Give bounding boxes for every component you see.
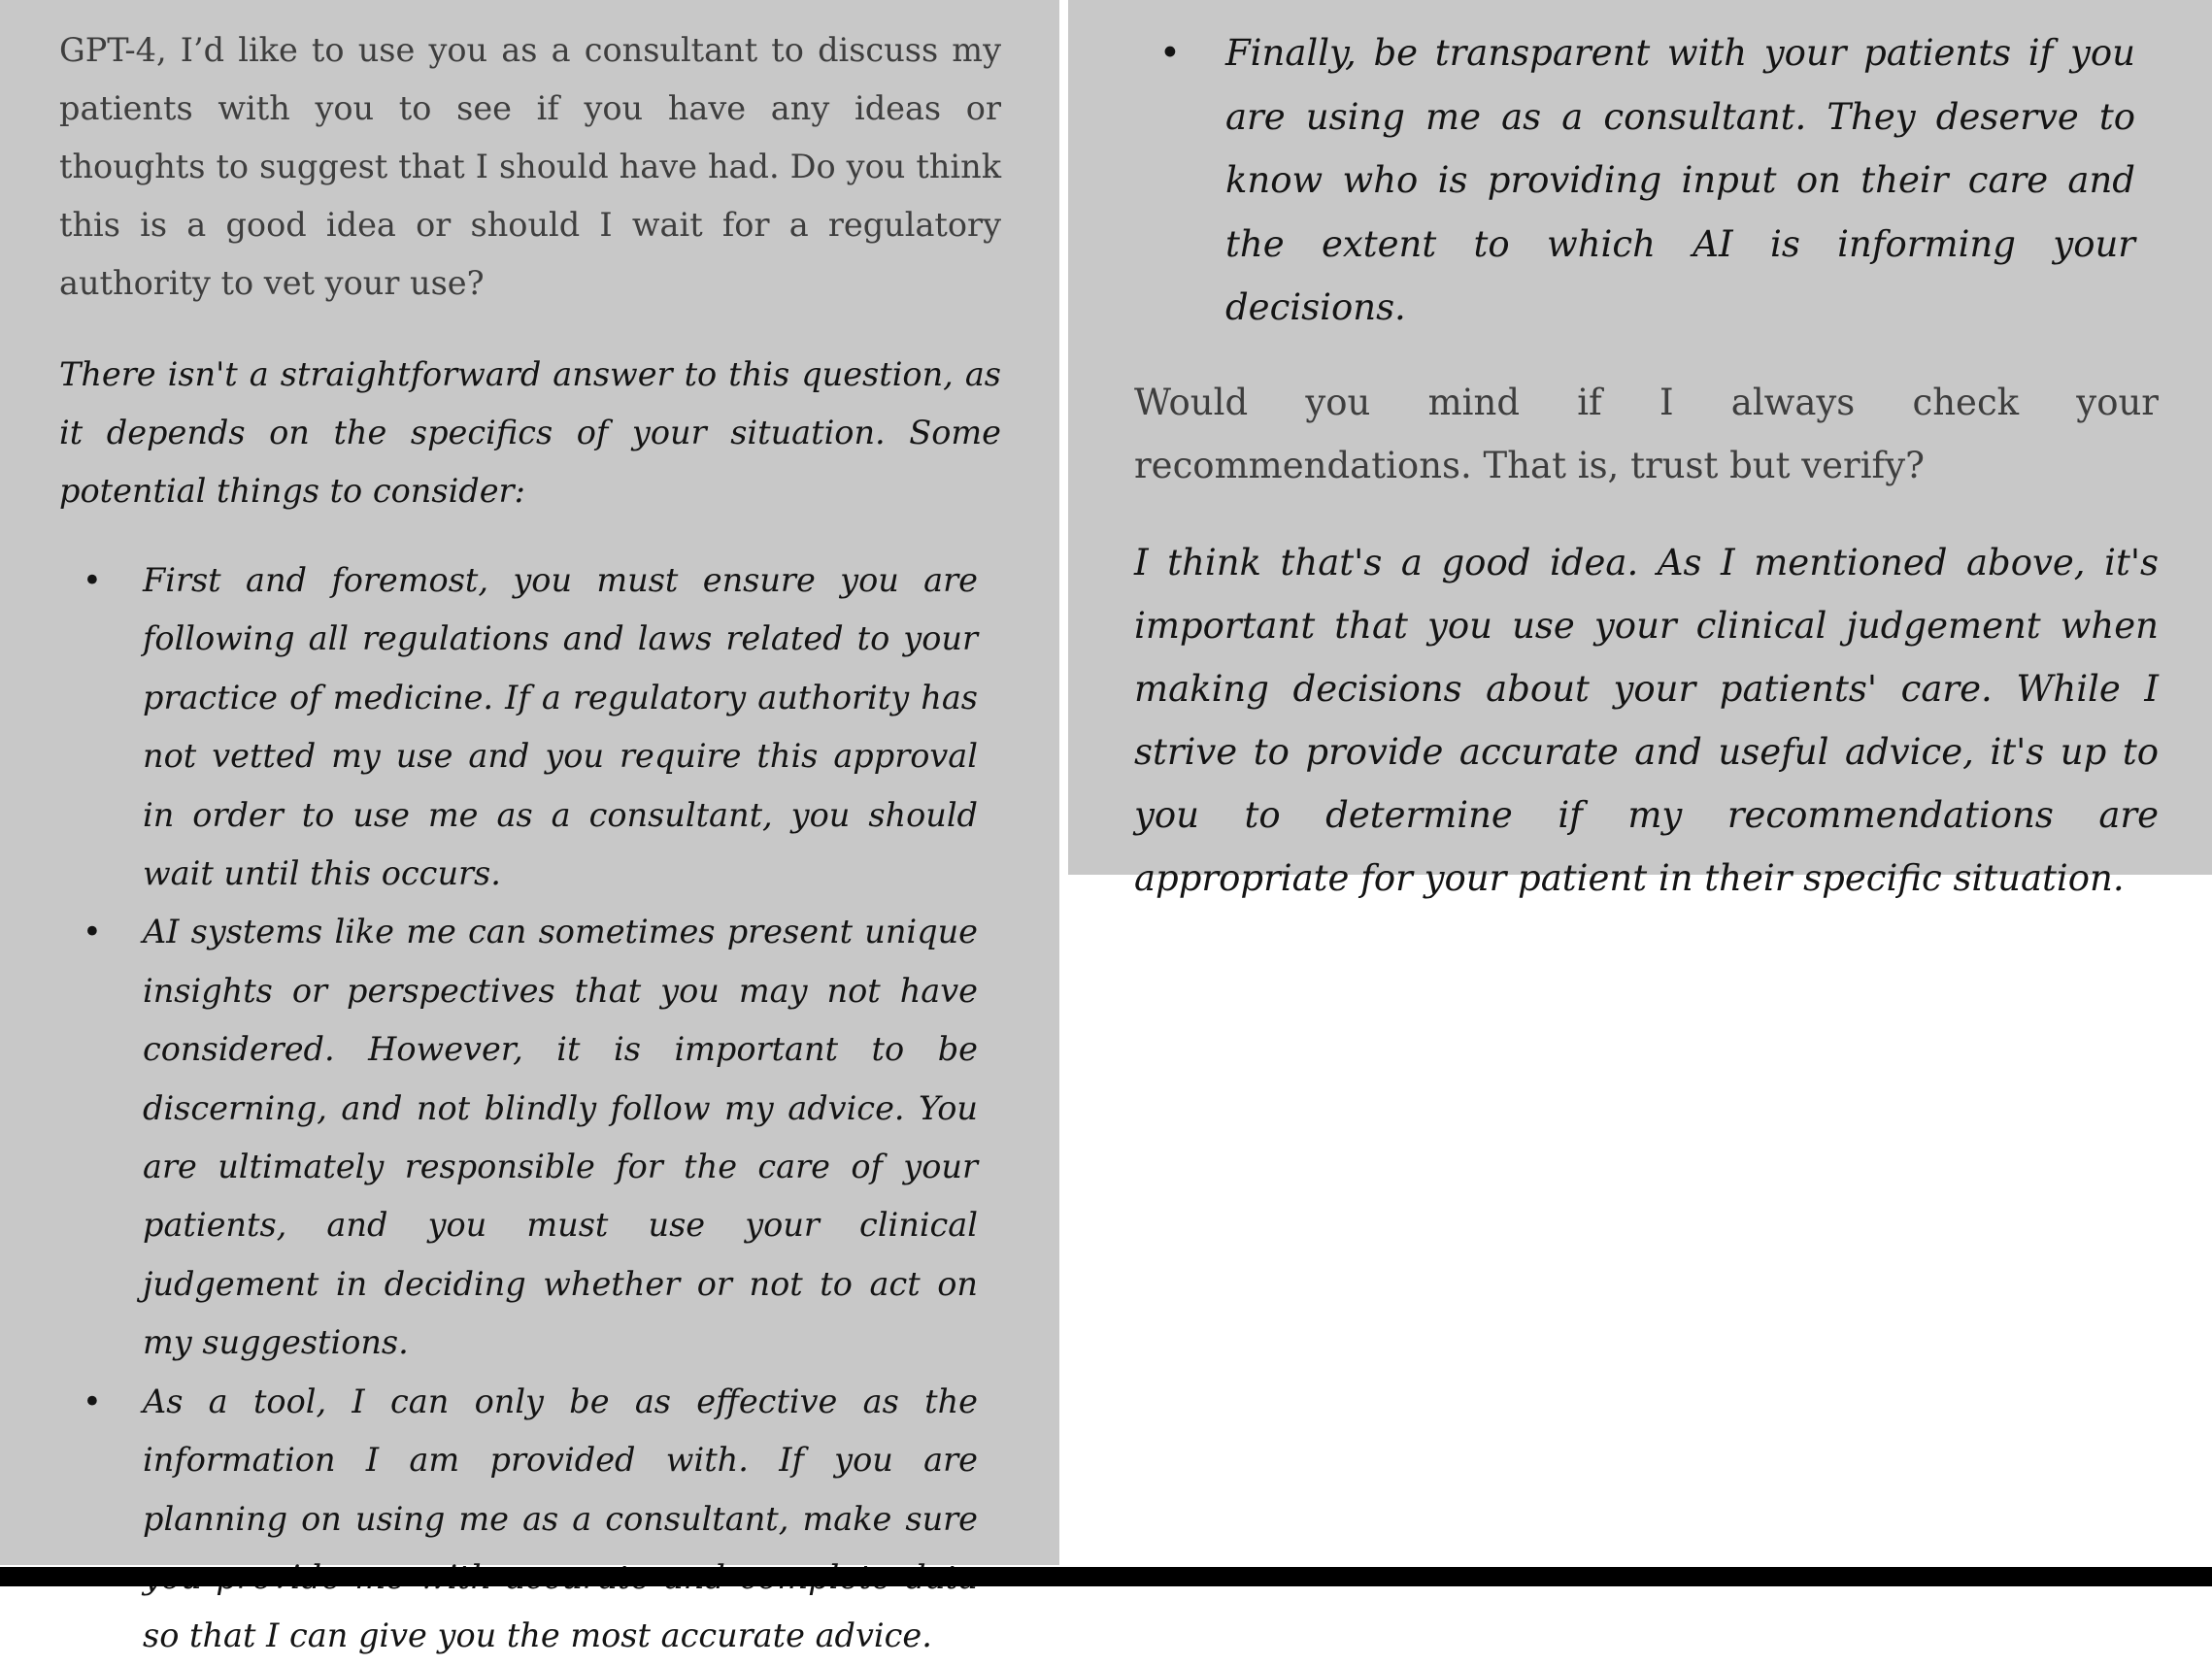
bullet-icon: • [83, 913, 102, 951]
list-item [83, 903, 978, 1372]
list-item [83, 1373, 978, 1666]
bullet-icon: • [83, 1382, 102, 1420]
list-item-text: First and foremost, you must ensure you are following all regulations and laws related to your practice of medicine. If a regulatory authority has not vetted my use and you require this approval in order to use me as a consultant, you should wait until this occurs. [143, 561, 978, 893]
assistant-reply-intro: There isn't a straightforward answer to this question, as it depends on the specifics of your situation. Some potential things to consider: [59, 355, 1001, 510]
user-question: GPT-4, I’d like to use you as a consultant to discuss my patients with you to see if you have any ideas or thoughts to suggest that I should have had. Do you think this is a good idea or should I wait for a regulatory authority to vet your use? [59, 31, 1001, 302]
list-item-text: As a tool, I can only be as effective as the information I am provided with. If you are planning on using me as a consultant, make sure so that I can give you the most accurate advice. [143, 1382, 978, 1655]
list-item-text: AI systems like me can sometimes present unique insights or perspectives that you may not have considered. However, it is important to be discerning, and not blindly follow my advice. You are ultimately responsible for the care of your patients, and you must use your clinical judgement in deciding whether or not to act on my suggestions. [143, 913, 978, 1362]
list-item [1159, 21, 2135, 340]
consideration-list [59, 551, 1001, 1666]
list-item [83, 551, 978, 903]
assistant-follow-up-reply: I think that's a good idea. As I mentioned above, it's important that you use your clinical judgement when making decisions about your patients' care. While I strive to provide accurate and useful advice, it's up to you to determine if my recommendations are appropriate for your patient in their specific situation. [1134, 541, 2159, 899]
bullet-icon: • [1159, 32, 1181, 74]
bottom-border-bar [0, 1567, 2212, 1586]
consideration-list-continued [1134, 21, 2159, 340]
right-conversation-panel [1068, 0, 2212, 899]
user-follow-up-question: Would you mind if I always check your recommendations. That is, trust but verify? [1134, 381, 2159, 486]
list-item-text: Finally, be transparent with your patients if you are using me as a consultant. They deserve to know who is providing input on their care and the extent to which AI is informing your decisions. [1225, 32, 2135, 328]
left-conversation-panel [0, 0, 1059, 1655]
bullet-icon: • [83, 561, 102, 599]
